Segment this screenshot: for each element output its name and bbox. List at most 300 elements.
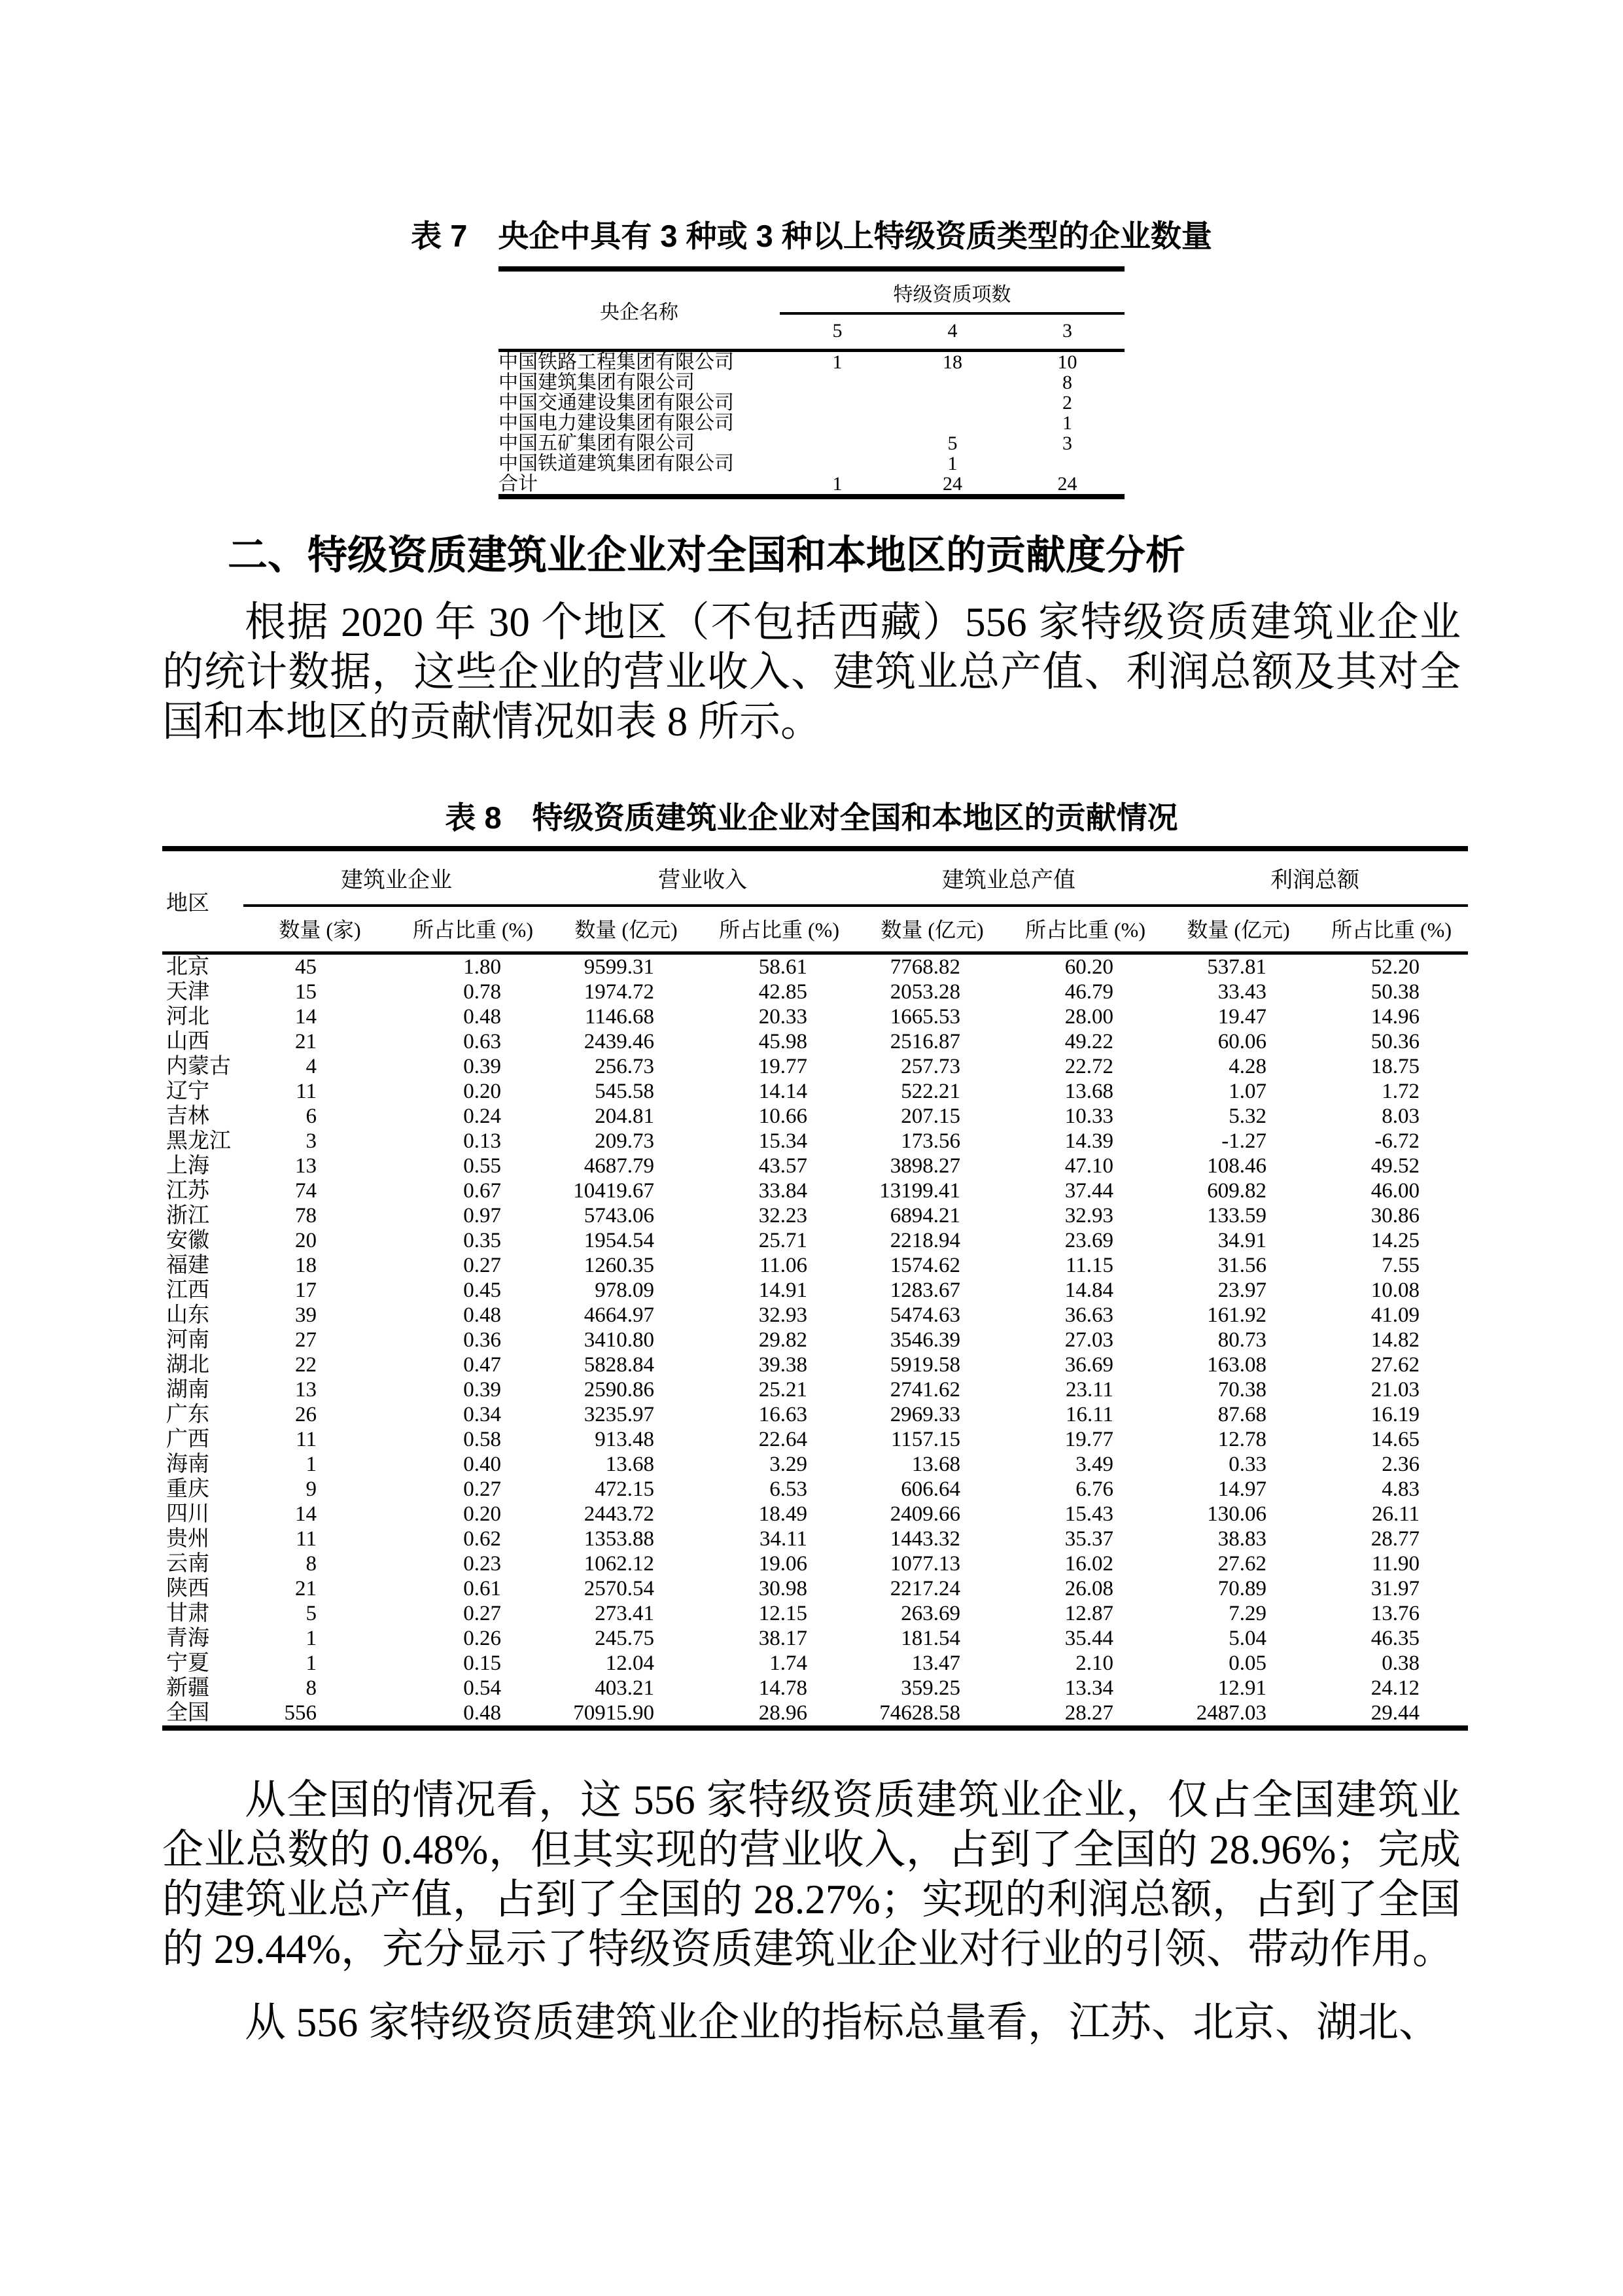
table-cell: 中国五矿集团有限公司: [498, 433, 695, 454]
table-cell: 33.84: [758, 1178, 807, 1203]
table-cell: 1.72: [1382, 1079, 1420, 1103]
table-cell: 80.73: [1217, 1328, 1266, 1352]
table-cell: 2: [1062, 393, 1072, 414]
table8-group-operating-revenue: 营业收入: [550, 849, 856, 906]
table-cell: 山西: [166, 1029, 209, 1053]
table-cell: [780, 413, 895, 433]
table-cell: 青海: [166, 1626, 209, 1650]
table-cell: 27.62: [1370, 1352, 1420, 1377]
table-cell: 256.73: [595, 1054, 654, 1078]
table-cell: 8.03: [1382, 1104, 1420, 1128]
table-cell: 1: [305, 1651, 317, 1675]
table-cell: 7.55: [1382, 1253, 1420, 1277]
table-cell: 13.68: [1064, 1079, 1113, 1103]
table-cell: 0.27: [463, 1253, 501, 1277]
table-cell: 273.41: [595, 1601, 654, 1625]
table-cell: 6894.21: [890, 1203, 960, 1227]
table-cell: 1.07: [1229, 1079, 1266, 1103]
table-cell: 1.74: [769, 1651, 807, 1675]
paragraph-1: 根据 2020 年 30 个地区（不包括西藏）556 家特级资质建筑业企业的统计数据，这些企业的营业收入、建筑业总产值、利润总额及其对全国和本地区的贡献情况如表 8 所示。: [162, 599, 1461, 745]
table-cell: 23.11: [1065, 1377, 1113, 1402]
table7-name-header: 央企名称: [498, 269, 780, 351]
table-cell: 11.15: [1065, 1253, 1113, 1277]
table-cell: 1146.68: [584, 1004, 654, 1029]
table-cell: 21.03: [1370, 1377, 1420, 1402]
table-row: [162, 1054, 1468, 1079]
table-cell: 2217.24: [890, 1576, 960, 1600]
table-cell: 14.78: [758, 1676, 807, 1700]
table-cell: 15.43: [1064, 1502, 1113, 1526]
table-cell: 12.04: [605, 1651, 654, 1675]
table-cell: 12.87: [1064, 1601, 1113, 1625]
table-cell: 吉林: [166, 1104, 209, 1128]
table-cell: 39: [295, 1303, 317, 1327]
table-cell: 14.84: [1064, 1278, 1113, 1302]
table-row: [162, 1452, 1468, 1477]
table-cell: 5.04: [1229, 1626, 1266, 1650]
paragraph-2: 从全国的情况看，这 556 家特级资质建筑业企业，仅占全国建筑业企业总数的 0.48%，但其实现的营业收入，占到了全国的 28.96%；完成的建筑业总产值，占到了全国的 28.27%；实现的利润总额，占到了全国的 29.44%，充分显示了特级资质建筑业企业对行业的引领、带动作用。: [162, 1776, 1461, 1972]
table-row: [162, 953, 1468, 980]
table-row: [498, 351, 1125, 373]
table-cell: 四川: [166, 1502, 209, 1526]
table-cell: 33.43: [1217, 980, 1266, 1004]
table-row: [162, 1651, 1468, 1676]
table-cell: -1.27: [1221, 1129, 1266, 1153]
table-cell: 5.32: [1229, 1104, 1266, 1128]
table-cell: -6.72: [1374, 1129, 1420, 1153]
table-cell: 9: [305, 1477, 317, 1501]
table-cell: 20: [295, 1228, 317, 1252]
table8-header-row-2: [162, 906, 1468, 953]
table-cell: 中国铁道建筑集团有限公司: [498, 453, 734, 474]
table-cell: 0.48: [463, 1303, 501, 1327]
table-cell: 4.28: [1229, 1054, 1266, 1078]
table-cell: 浙江: [166, 1203, 209, 1227]
table-cell: 15: [295, 980, 317, 1004]
table-cell: 14.14: [758, 1079, 807, 1103]
table-cell: 18: [943, 351, 962, 373]
table-cell: 30.86: [1370, 1203, 1420, 1227]
table-cell: 14: [295, 1502, 317, 1526]
table-cell: 中国铁路工程集团有限公司: [498, 351, 734, 373]
table-cell: 31.97: [1370, 1576, 1420, 1600]
table-cell: 1353.88: [584, 1527, 654, 1551]
table-cell: [780, 433, 895, 453]
table-cell: 15.34: [758, 1129, 807, 1153]
table-row: [162, 1004, 1468, 1029]
table-cell: 0.24: [463, 1104, 501, 1128]
table-cell: 3410.80: [584, 1328, 654, 1352]
table-cell: 16.19: [1370, 1402, 1420, 1426]
table-cell: 3898.27: [890, 1154, 960, 1178]
table-row: [162, 1129, 1468, 1154]
table-cell: 0.23: [463, 1551, 501, 1576]
table-cell: 0.45: [463, 1278, 501, 1302]
table-cell: 74: [295, 1178, 317, 1203]
table-cell: 14.82: [1370, 1328, 1420, 1352]
table-row: [162, 1626, 1468, 1651]
table7-subheader-4: 4: [895, 313, 1010, 351]
table-row: [162, 980, 1468, 1004]
table-cell: 27: [295, 1328, 317, 1352]
table-cell: 5743.06: [584, 1203, 654, 1227]
table-cell: 3546.39: [890, 1328, 960, 1352]
table7-subheader-5: 5: [780, 313, 895, 351]
table8: [162, 846, 1468, 1731]
table-cell: 1: [832, 351, 843, 373]
table-cell: 35.37: [1064, 1527, 1113, 1551]
table-cell: 3.49: [1075, 1452, 1113, 1476]
table-cell: 1: [1062, 413, 1072, 434]
table8-subheader: 数量 (亿元): [1162, 906, 1315, 953]
table-cell: 0.62: [463, 1527, 501, 1551]
table-cell: 17: [295, 1278, 317, 1302]
table7-header-row-1: [498, 269, 1125, 313]
table-cell: 27.03: [1064, 1328, 1113, 1352]
table-cell: 1283.67: [890, 1278, 960, 1302]
table-cell: 2409.66: [890, 1502, 960, 1526]
table-row: [162, 1676, 1468, 1701]
table-row: [162, 1178, 1468, 1203]
table-row: [162, 1576, 1468, 1601]
table-cell: 204.81: [595, 1104, 654, 1128]
table-cell: 江苏: [166, 1178, 209, 1203]
table-cell: 49.52: [1370, 1154, 1420, 1178]
table-row: [162, 1477, 1468, 1502]
table-cell: 0.58: [463, 1427, 501, 1451]
table-cell: 26.08: [1064, 1576, 1113, 1600]
table-cell: 0.27: [463, 1477, 501, 1501]
table-row: [162, 1427, 1468, 1452]
table-cell: 35.44: [1064, 1626, 1113, 1650]
table-cell: 18.75: [1370, 1054, 1420, 1078]
table-cell: 4: [305, 1054, 317, 1078]
table-cell: 0.20: [463, 1502, 501, 1526]
table-cell: 10.33: [1064, 1104, 1113, 1128]
table-row: [162, 1154, 1468, 1178]
table-cell: 16.63: [758, 1402, 807, 1426]
table-cell: 0.47: [463, 1352, 501, 1377]
table-cell: 70.38: [1217, 1377, 1266, 1402]
table-cell: 安徽: [166, 1228, 209, 1252]
table-cell: 3: [1062, 433, 1072, 454]
table-cell: [780, 372, 895, 393]
table-cell: 河北: [166, 1004, 209, 1029]
table-cell: 1260.35: [584, 1253, 654, 1277]
table-cell: 28.00: [1064, 1004, 1113, 1029]
table-cell: 0.13: [463, 1129, 501, 1153]
table-cell: 11: [296, 1527, 317, 1551]
table8-subheader: 数量 (家): [243, 906, 396, 953]
table-cell: 0.20: [463, 1079, 501, 1103]
table-cell: 0.34: [463, 1402, 501, 1426]
table-cell: 2590.86: [584, 1377, 654, 1402]
table-cell: 福建: [166, 1253, 209, 1277]
table-cell: 403.21: [595, 1676, 654, 1700]
table-cell: 32.93: [1064, 1203, 1113, 1227]
table-cell: 1974.72: [584, 980, 654, 1004]
table-row: [162, 1551, 1468, 1576]
table-cell: 8: [1062, 372, 1072, 393]
table7-spanner-header: 特级资质项数: [780, 269, 1125, 313]
table-cell: 21: [295, 1576, 317, 1600]
table-cell: 13199.41: [879, 1178, 960, 1203]
table-cell: 4687.79: [584, 1154, 654, 1178]
table-cell: 24: [943, 474, 962, 495]
table-cell: 0.38: [1382, 1651, 1420, 1675]
table-row: [162, 1377, 1468, 1402]
table-cell: 2439.46: [584, 1029, 654, 1053]
table-cell: 245.75: [595, 1626, 654, 1650]
table-cell: 24.12: [1370, 1676, 1420, 1700]
table-row: [162, 1203, 1468, 1228]
table-cell: 0.40: [463, 1452, 501, 1476]
table-cell: 978.09: [595, 1278, 654, 1302]
table-cell: 18.49: [758, 1502, 807, 1526]
paragraph-3: 从 556 家特级资质建筑业企业的指标总量看，江苏、北京、湖北、: [245, 1999, 1440, 2045]
table-cell: [895, 413, 1010, 433]
table-cell: 23.97: [1217, 1278, 1266, 1302]
table7-caption: 表 7 央企中具有 3 种或 3 种以上特级资质类型的企业数量: [411, 219, 1212, 253]
table-cell: 10.08: [1370, 1278, 1420, 1302]
table-cell: 11: [296, 1427, 317, 1451]
table-cell: 0.27: [463, 1601, 501, 1625]
table-cell: 28.77: [1370, 1527, 1420, 1551]
table-cell: 0.39: [463, 1054, 501, 1078]
table-row: [162, 1253, 1468, 1278]
table-cell: 北京: [166, 955, 209, 979]
table-cell: 12.15: [758, 1601, 807, 1625]
table-cell: 472.15: [595, 1477, 654, 1501]
table-cell: 30.98: [758, 1576, 807, 1600]
table-cell: 19.77: [1064, 1427, 1113, 1451]
table-cell: 1443.32: [890, 1527, 960, 1551]
table-cell: 50.38: [1370, 980, 1420, 1004]
table-cell: 1.80: [463, 955, 501, 979]
table-cell: 2218.94: [890, 1228, 960, 1252]
table-cell: 263.69: [901, 1601, 960, 1625]
table-cell: 内蒙古: [166, 1054, 231, 1078]
table-cell: 3235.97: [584, 1402, 654, 1426]
table-cell: 47.10: [1064, 1154, 1113, 1178]
table-cell: 海南: [166, 1452, 209, 1476]
table-cell: 70915.90: [573, 1701, 654, 1725]
table-row: [498, 453, 1125, 474]
table7-header: [498, 269, 1125, 351]
table-cell: 8: [305, 1676, 317, 1700]
table-cell: 22.64: [758, 1427, 807, 1451]
table-cell: 50.36: [1370, 1029, 1420, 1053]
table-cell: 1574.62: [890, 1253, 960, 1277]
table8-region-header: 地区: [162, 849, 243, 953]
table8-caption: 表 8 特级资质建筑业企业对全国和本地区的贡献情况: [445, 800, 1178, 836]
table-cell: 河南: [166, 1328, 209, 1352]
table-cell: [1010, 453, 1125, 474]
table-cell: 37.44: [1064, 1178, 1113, 1203]
table-cell: 2443.72: [584, 1502, 654, 1526]
table-cell: 38.17: [758, 1626, 807, 1650]
table-cell: 133.59: [1207, 1203, 1266, 1227]
table-cell: 0.26: [463, 1626, 501, 1650]
table-cell: 1062.12: [584, 1551, 654, 1576]
table-cell: 0.35: [463, 1228, 501, 1252]
table-cell: 39.38: [758, 1352, 807, 1377]
table-row: [498, 433, 1125, 453]
table-cell: 45.98: [758, 1029, 807, 1053]
table8-subheader: 数量 (亿元): [856, 906, 1009, 953]
table-cell: 545.58: [595, 1079, 654, 1103]
table-cell: 0.54: [463, 1676, 501, 1700]
table-cell: 0.48: [463, 1701, 501, 1725]
table-cell: 14.39: [1064, 1129, 1113, 1153]
table-cell: 新疆: [166, 1676, 209, 1700]
table-cell: 黑龙江: [166, 1129, 231, 1153]
table-cell: 广东: [166, 1402, 209, 1426]
table-cell: 6: [305, 1104, 317, 1128]
table-cell: 34.91: [1217, 1228, 1266, 1252]
table-cell: 13: [295, 1154, 317, 1178]
table-cell: 全国: [166, 1701, 209, 1725]
table8-header: [162, 849, 1468, 953]
table-cell: 181.54: [901, 1626, 960, 1650]
table-row: [162, 1402, 1468, 1427]
table-cell: 29.44: [1370, 1701, 1420, 1725]
table-cell: 0.15: [463, 1651, 501, 1675]
table-cell: 70.89: [1217, 1576, 1266, 1600]
table-cell: 207.15: [901, 1104, 960, 1128]
table-cell: 46.79: [1064, 980, 1113, 1004]
table-cell: 0.33: [1229, 1452, 1266, 1476]
table-cell: 58.61: [758, 955, 807, 979]
table7-body: [498, 351, 1125, 497]
table-cell: 87.68: [1217, 1402, 1266, 1426]
table-cell: 26.11: [1371, 1502, 1420, 1526]
table-cell: 32.93: [758, 1303, 807, 1327]
table-cell: 913.48: [595, 1427, 654, 1451]
table-cell: 0.55: [463, 1154, 501, 1178]
table-cell: 52.20: [1370, 955, 1420, 979]
table-cell: 3: [305, 1129, 317, 1153]
table-cell: 45: [295, 955, 317, 979]
table-cell: 0.78: [463, 980, 501, 1004]
table-cell: 1: [305, 1626, 317, 1650]
table-cell: 11: [296, 1079, 317, 1103]
table8-group-gross-output: 建筑业总产值: [856, 849, 1162, 906]
table-cell: 宁夏: [166, 1651, 209, 1675]
table-cell: 1665.53: [890, 1004, 960, 1029]
table-row: [162, 1527, 1468, 1551]
table-cell: 甘肃: [166, 1601, 209, 1625]
table-cell: 36.63: [1064, 1303, 1113, 1327]
table-row: [498, 393, 1125, 413]
table-cell: 20.33: [758, 1004, 807, 1029]
table-cell: 173.56: [901, 1129, 960, 1153]
table-cell: 25.71: [758, 1228, 807, 1252]
table-cell: 130.06: [1207, 1502, 1266, 1526]
table-cell: 0.97: [463, 1203, 501, 1227]
table-row: [162, 1352, 1468, 1377]
table-cell: 609.82: [1207, 1178, 1266, 1203]
table-cell: 13.68: [911, 1452, 960, 1476]
table8-subheader: 所占比重 (%): [1315, 906, 1468, 953]
table-cell: 14.91: [758, 1278, 807, 1302]
table8-subheader: 所占比重 (%): [396, 906, 550, 953]
table-cell: 6.53: [769, 1477, 807, 1501]
table7: [498, 266, 1125, 499]
table-cell: 4.83: [1382, 1477, 1420, 1501]
table-row: [162, 1601, 1468, 1626]
table-cell: 22: [295, 1352, 317, 1377]
table-row: [162, 1701, 1468, 1728]
table-row: [162, 1303, 1468, 1328]
table-cell: 12.91: [1217, 1676, 1266, 1700]
table-row: [498, 474, 1125, 497]
table-row: [162, 1029, 1468, 1054]
table-cell: 辽宁: [166, 1079, 209, 1103]
table-cell: 19.77: [758, 1054, 807, 1078]
table-cell: 24: [1057, 474, 1077, 495]
table-cell: 25.21: [758, 1377, 807, 1402]
table-cell: 38.83: [1217, 1527, 1266, 1551]
table-cell: 2.36: [1382, 1452, 1420, 1476]
table-cell: 46.35: [1370, 1626, 1420, 1650]
table-cell: 537.81: [1207, 955, 1266, 979]
table-cell: 1077.13: [890, 1551, 960, 1576]
table-cell: 1157.15: [890, 1427, 960, 1451]
table8-subheader: 数量 (亿元): [550, 906, 703, 953]
table-cell: 中国电力建设集团有限公司: [498, 413, 734, 434]
table-cell: 49.22: [1064, 1029, 1113, 1053]
table-cell: 161.92: [1207, 1303, 1266, 1327]
table-cell: 湖北: [166, 1352, 209, 1377]
table-cell: 27.62: [1217, 1551, 1266, 1576]
table-cell: 0.39: [463, 1377, 501, 1402]
table-cell: [780, 453, 895, 474]
table-cell: 13.34: [1064, 1676, 1113, 1700]
table-cell: 0.63: [463, 1029, 501, 1053]
table-row: [498, 413, 1125, 433]
table-cell: 16.11: [1065, 1402, 1113, 1426]
table-cell: 8: [305, 1551, 317, 1576]
table-cell: 14.25: [1370, 1228, 1420, 1252]
table-cell: 14.97: [1217, 1477, 1266, 1501]
table-cell: 359.25: [901, 1676, 960, 1700]
table-cell: 5828.84: [584, 1352, 654, 1377]
table-cell: 重庆: [166, 1477, 209, 1501]
table-cell: 1954.54: [584, 1228, 654, 1252]
table-cell: 19.47: [1217, 1004, 1266, 1029]
table-cell: 0.48: [463, 1004, 501, 1029]
table-cell: 江西: [166, 1278, 209, 1302]
table-cell: 上海: [166, 1154, 209, 1178]
table-cell: 中国交通建设集团有限公司: [498, 393, 734, 414]
table-cell: 14: [295, 1004, 317, 1029]
table-cell: 7.29: [1229, 1601, 1266, 1625]
table-cell: 5: [947, 433, 958, 454]
table-row: [162, 1104, 1468, 1129]
table-cell: 14.96: [1370, 1004, 1420, 1029]
table-cell: 34.11: [759, 1527, 807, 1551]
table-cell: 9599.31: [584, 955, 654, 979]
table-cell: 11.90: [1371, 1551, 1420, 1576]
table-cell: [780, 393, 895, 413]
table-cell: 湖南: [166, 1377, 209, 1402]
table-row: [498, 372, 1125, 393]
table-cell: 60.06: [1217, 1029, 1266, 1053]
table-cell: 13.68: [605, 1452, 654, 1476]
table-cell: 2053.28: [890, 980, 960, 1004]
table-cell: 0.36: [463, 1328, 501, 1352]
